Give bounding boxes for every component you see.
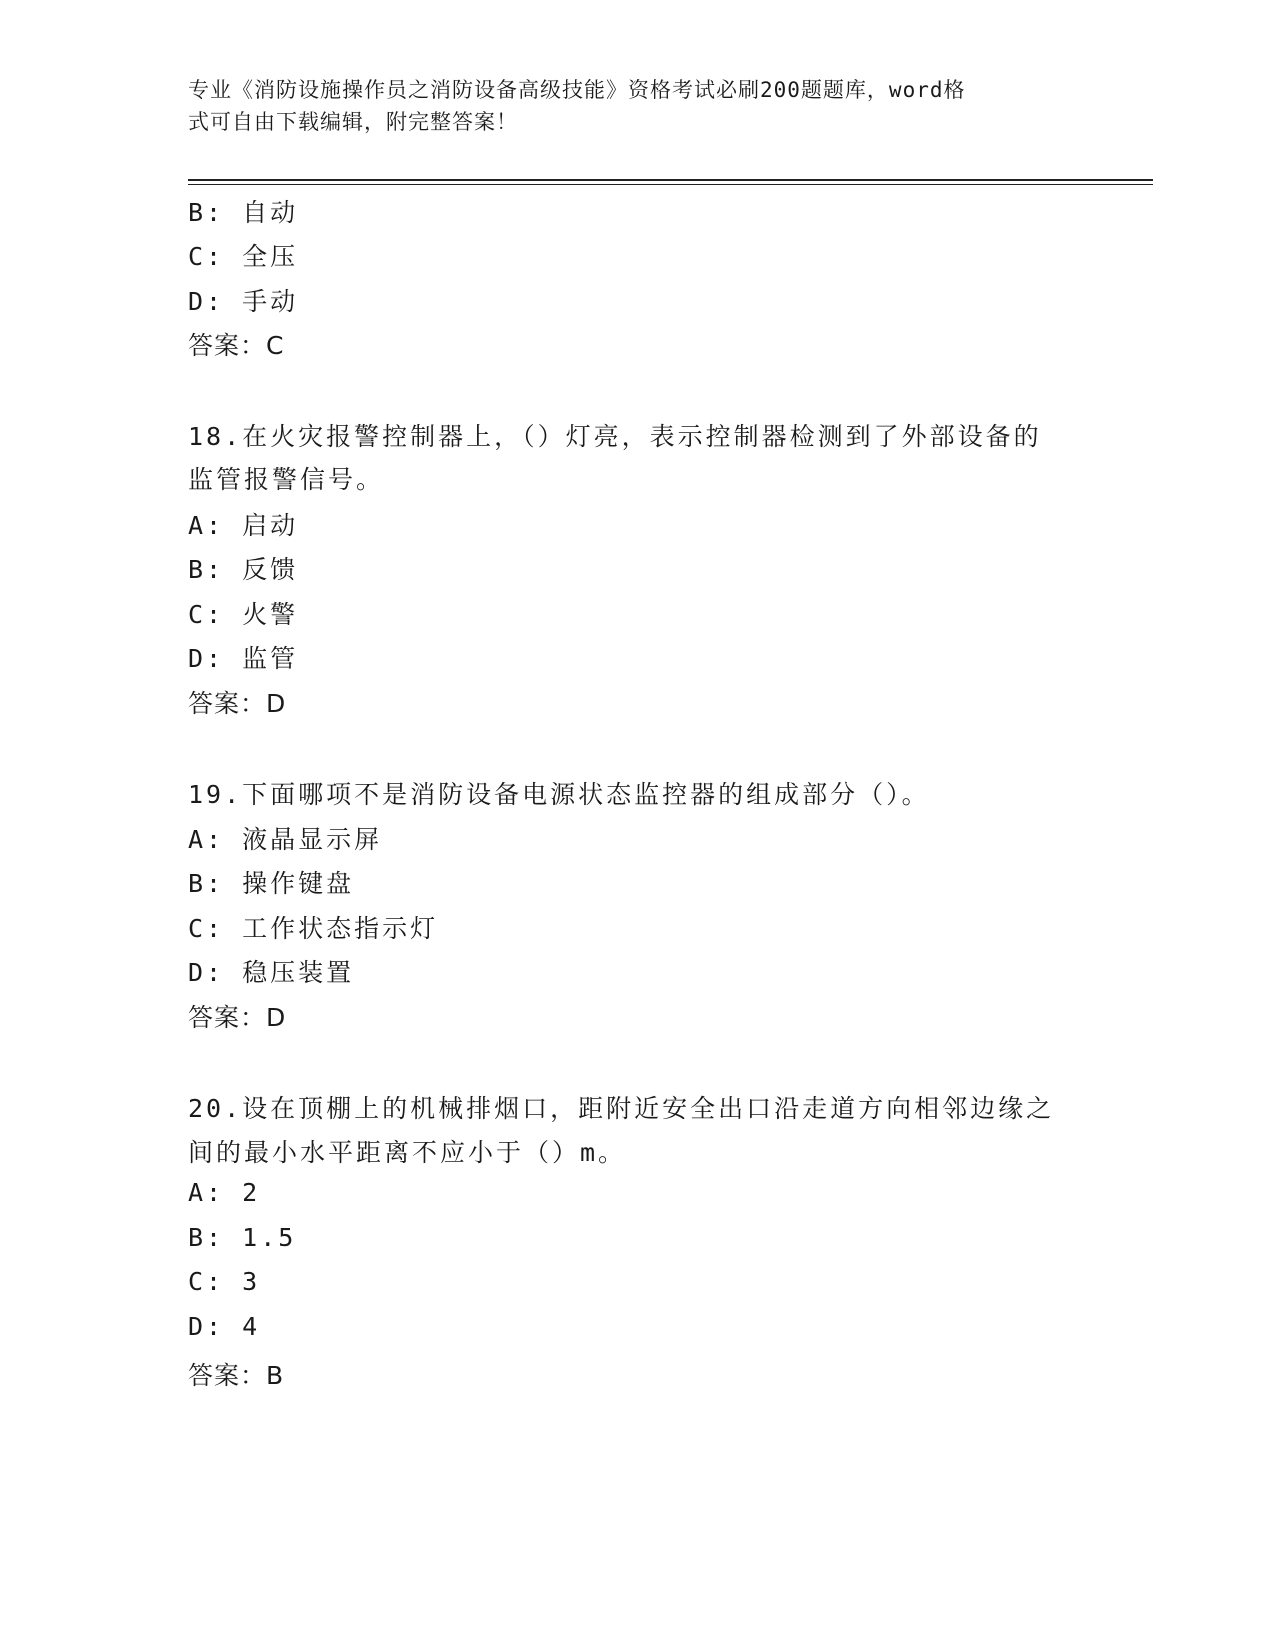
answer: 答案：D — [188, 689, 287, 718]
option-a: A: 液晶显示屏 — [188, 825, 383, 854]
option-b: B: 1.5 — [188, 1223, 297, 1252]
option-c: C: 3 — [188, 1267, 261, 1296]
option-d: D: 4 — [188, 1312, 261, 1341]
document-header — [188, 74, 1088, 138]
option-b: B: 操作键盘 — [188, 869, 355, 898]
option-c: C: 全压 — [188, 242, 299, 271]
option-c: C: 工作状态指示灯 — [188, 914, 439, 943]
option-a: A: 2 — [188, 1178, 261, 1207]
answer: 答案：B — [188, 1361, 285, 1390]
question-20-stem: 20.设在顶棚上的机械排烟口，距附近安全出口沿走道方向相邻边缘之 — [188, 1094, 1055, 1123]
header-line-1: 专业《消防设施操作员之消防设备高级技能》资格考试必刷200题题库，word格 — [188, 78, 966, 102]
option-d: D: 手动 — [188, 287, 299, 316]
header-rule-thick — [188, 179, 1153, 181]
header-line-2: 式可自由下载编辑，附完整答案！ — [188, 110, 518, 134]
answer: 答案：C — [188, 331, 285, 360]
option-d: D: 监管 — [188, 644, 299, 673]
question-18-stem: 18.在火灾报警控制器上，（）灯亮，表示控制器检测到了外部设备的 — [188, 422, 1042, 451]
option-a: A: 启动 — [188, 511, 299, 540]
option-d: D: 稳压装置 — [188, 958, 355, 987]
question-19-stem: 19.下面哪项不是消防设备电源状态监控器的组成部分（）。 — [188, 780, 930, 809]
question-20-stem-cont: 间的最小水平距离不应小于（）m。 — [188, 1138, 627, 1167]
answer: 答案：D — [188, 1003, 287, 1032]
header-rule-thin — [188, 184, 1153, 185]
question-18-stem-cont: 监管报警信号。 — [188, 465, 385, 494]
option-b: B: 反馈 — [188, 555, 299, 584]
option-b: B: 自动 — [188, 198, 299, 227]
option-c: C: 火警 — [188, 600, 299, 629]
